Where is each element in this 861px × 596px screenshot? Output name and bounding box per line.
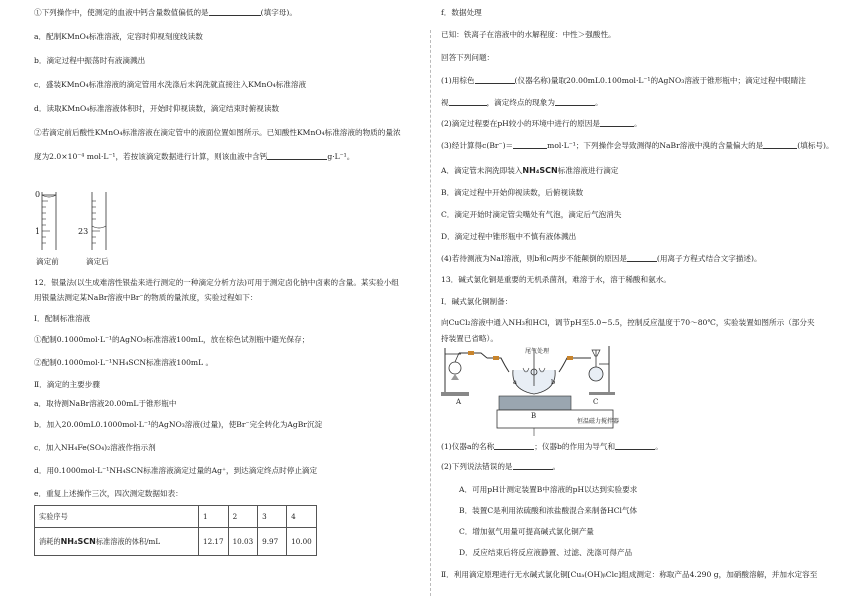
question-2-line: (2)滴定过程要在pH较小的环境中进行的原因是 。 [441,119,642,128]
label-A: A [456,398,462,406]
question-3-line: (3)经计算得c(Br⁻)＝ mol·L⁻¹；下列操作会导致测得的NaBr溶液中溴的含量偏大的是 (填标号)。 [441,141,834,150]
prep-line: 向CuCl₂溶液中通入NH₃和HCl，调节pH至5.0~5.5，控制反应温度于70～80℃，实验装置如图所示（部分夹 [441,318,815,327]
choice-A: A．可用pH计测定装置B中溶液的pH以达到实验要求 [459,485,638,494]
option-b: b．滴定过程中振荡时有液滴溅出 [34,56,146,65]
burette-before [42,192,56,250]
burette-figure [34,188,124,270]
question-2-apparatus: (2)下列说法错误的是 。 [441,462,561,471]
question-line: 度为2.0×10⁻⁴ mol·L⁻¹，若按该滴定数据进行计算，则该血液中含钙 g·L⁻¹。 [34,152,355,161]
burette-after-caption: 滴定后 [86,257,109,266]
question-line: ②若滴定前后酸性KMnO₄标准溶液在滴定管中的液面位置如图所示。已知酸性KMnO₄标准溶液的物质的量浓 [34,128,401,137]
answer-blank[interactable] [513,141,547,149]
choice-B: B．装置C是利用浓硫酸和浓盐酸混合来制备HCl气体 [459,506,638,515]
answer-blank[interactable] [615,442,655,450]
option-A: A．滴定管未润洗即装入NH₄SCN标准溶液进行滴定 [441,166,619,175]
table-cell: 10.00 [287,528,317,556]
answer-blank[interactable] [475,76,515,84]
table-cell: 消耗的NH₄SCN标准溶液的体积/mL [35,528,199,556]
table-cell: 4 [287,506,317,528]
answer-blank[interactable] [449,98,487,106]
option-B: B．滴定过程中开始仰视读数，后俯视读数 [441,188,584,197]
label-stirrer: 恒温磁力搅拌器 [577,418,620,425]
table-header-row [35,506,317,528]
question-1-line: (1)用棕色 (仪器名称)量取20.00mL0.100mol·L⁻¹的AgNO₃溶液于锥形瓶中；滴定过程中眼睛注 [441,76,806,85]
label-b: b [551,378,556,386]
step-a: a．取待测NaBr溶液20.00mL于锥形瓶中 [34,399,177,408]
answer-blank[interactable] [267,152,327,160]
table-cell: 10.03 [228,528,258,556]
question-13-line: 13．碱式氯化铜是重要的无机杀菌剂，难溶于水，溶于稀酸和氨水。 [441,275,671,284]
burette-before-mid-label: 1 [35,227,41,236]
question-12-line: 12．银量法(以生成难溶性银盐来进行测定的一种滴定分析方法)可用于测定卤化钠中卤素的含量。某实验小组 [34,278,399,287]
table-cell: 2 [228,506,258,528]
option-c: c．盛装KMnO₄标准溶液的滴定管用水洗涤后未润洗就直接注入KMnO₄标准溶液 [34,80,307,89]
table-cell: 1 [199,506,229,528]
choice-C: C．增加氨气用量可提高碱式氯化铜产量 [459,527,594,536]
answer-blank[interactable] [763,141,797,149]
answer-blank[interactable] [600,119,634,127]
option-d: d．读取KMnO₄标准溶液体积时，开始时仰视读数，滴定结束时俯视读数 [34,104,280,113]
choice-D: D．反应结束后将反应液静置、过滤、洗涤可得产品 [459,548,633,557]
burette-before-top-label: 0 [35,190,41,199]
apparatus-A [441,348,487,396]
option-a: a．配制KMnO₄标准溶液，定容时仰视刻度线读数 [34,32,203,41]
answer-blank[interactable] [555,98,595,106]
data-processing-heading: f．数据处理 [441,8,482,17]
label-C: C [593,398,599,406]
prep-step: ①配制0.1000mol·L⁻¹的AgNO₃标准溶液100mL，放在棕色试剂瓶中避光保存； [34,335,310,344]
question-line: ①下列操作中，使测定的血液中钙含量数值偏低的是 (填字母)。 [34,8,297,17]
answer-prompt: 回答下列问题： [441,53,495,62]
burette-after [92,192,106,250]
label-a: a [513,378,517,386]
burette-before-caption: 滴定前 [36,257,59,266]
question-4-line: (4)若待测液为NaI溶液，则b和c两步不能颠倒的原因是 (用离子方程式结合文字描述)。 [441,254,762,263]
label-B: B [531,412,537,420]
table-cell: 3 [258,506,287,528]
burette-after-mid-label: 23 [78,227,89,236]
step-c: c．加入NH₄Fe(SO₄)₂溶液作指示剂 [34,443,156,452]
answer-blank[interactable] [494,442,534,450]
answer-blank[interactable] [627,254,657,262]
section-heading: Ⅱ．滴定的主要步骤 [34,380,100,389]
column-divider [430,30,431,596]
known-line: 已知：铁离子在溶液中的水解程度：中性＞强酸性。 [441,30,616,39]
table-cell: 9.97 [258,528,287,556]
step-e: e．重复上述操作三次，四次测定数据如表： [34,489,183,498]
table-cell: 12.17 [199,528,229,556]
answer-blank[interactable] [209,8,261,16]
question-1-line: 视 ，滴定终点的现象为 。 [441,98,603,107]
option-C: C．滴定开始时滴定管尖嘴处有气泡，滴定后气泡消失 [441,210,622,219]
prep-line: 持装置已省略）。 [441,334,498,343]
option-D: D．滴定过程中锥形瓶中不慎有液体溅出 [441,232,577,241]
apparatus-C [581,346,615,395]
table-row [35,528,317,556]
label-tail-gas: 尾气处理 [525,348,550,355]
section-heading: Ⅱ．利用滴定原理进行无水碱式氯化铜[Cuₐ(OH)ᵦClc]组成测定：称取产品4.290 g，加硝酸溶解，并加水定容至 [441,570,818,579]
answer-blank[interactable] [513,462,553,470]
section-heading: Ⅰ．碱式氯化铜制备： [441,297,513,306]
step-b: b．加入20.00mL0.1000mol·L⁻¹的AgNO₃溶液(过量)，使Br⁻完全转化为AgBr沉淀 [34,420,323,429]
question-12-line: 用银量法测定某NaBr溶液中Br⁻的物质的量浓度，实验过程如下： [34,293,258,302]
section-heading: Ⅰ．配制标准溶液 [34,314,91,323]
apparatus-figure [441,344,651,436]
question-1-apparatus: (1)仪器a的名称 ；仪器b的作用为导气和 。 [441,442,663,451]
step-d: d．用0.1000mol·L⁻¹NH₄SCN标准溶液滴定过量的Ag⁺，到达滴定终点时停止滴定 [34,466,318,475]
table-cell: 实验序号 [35,506,199,528]
prep-step: ②配制0.1000mol·L⁻¹NH₄SCN标准溶液100mL 。 [34,358,214,367]
titration-table [34,505,317,556]
